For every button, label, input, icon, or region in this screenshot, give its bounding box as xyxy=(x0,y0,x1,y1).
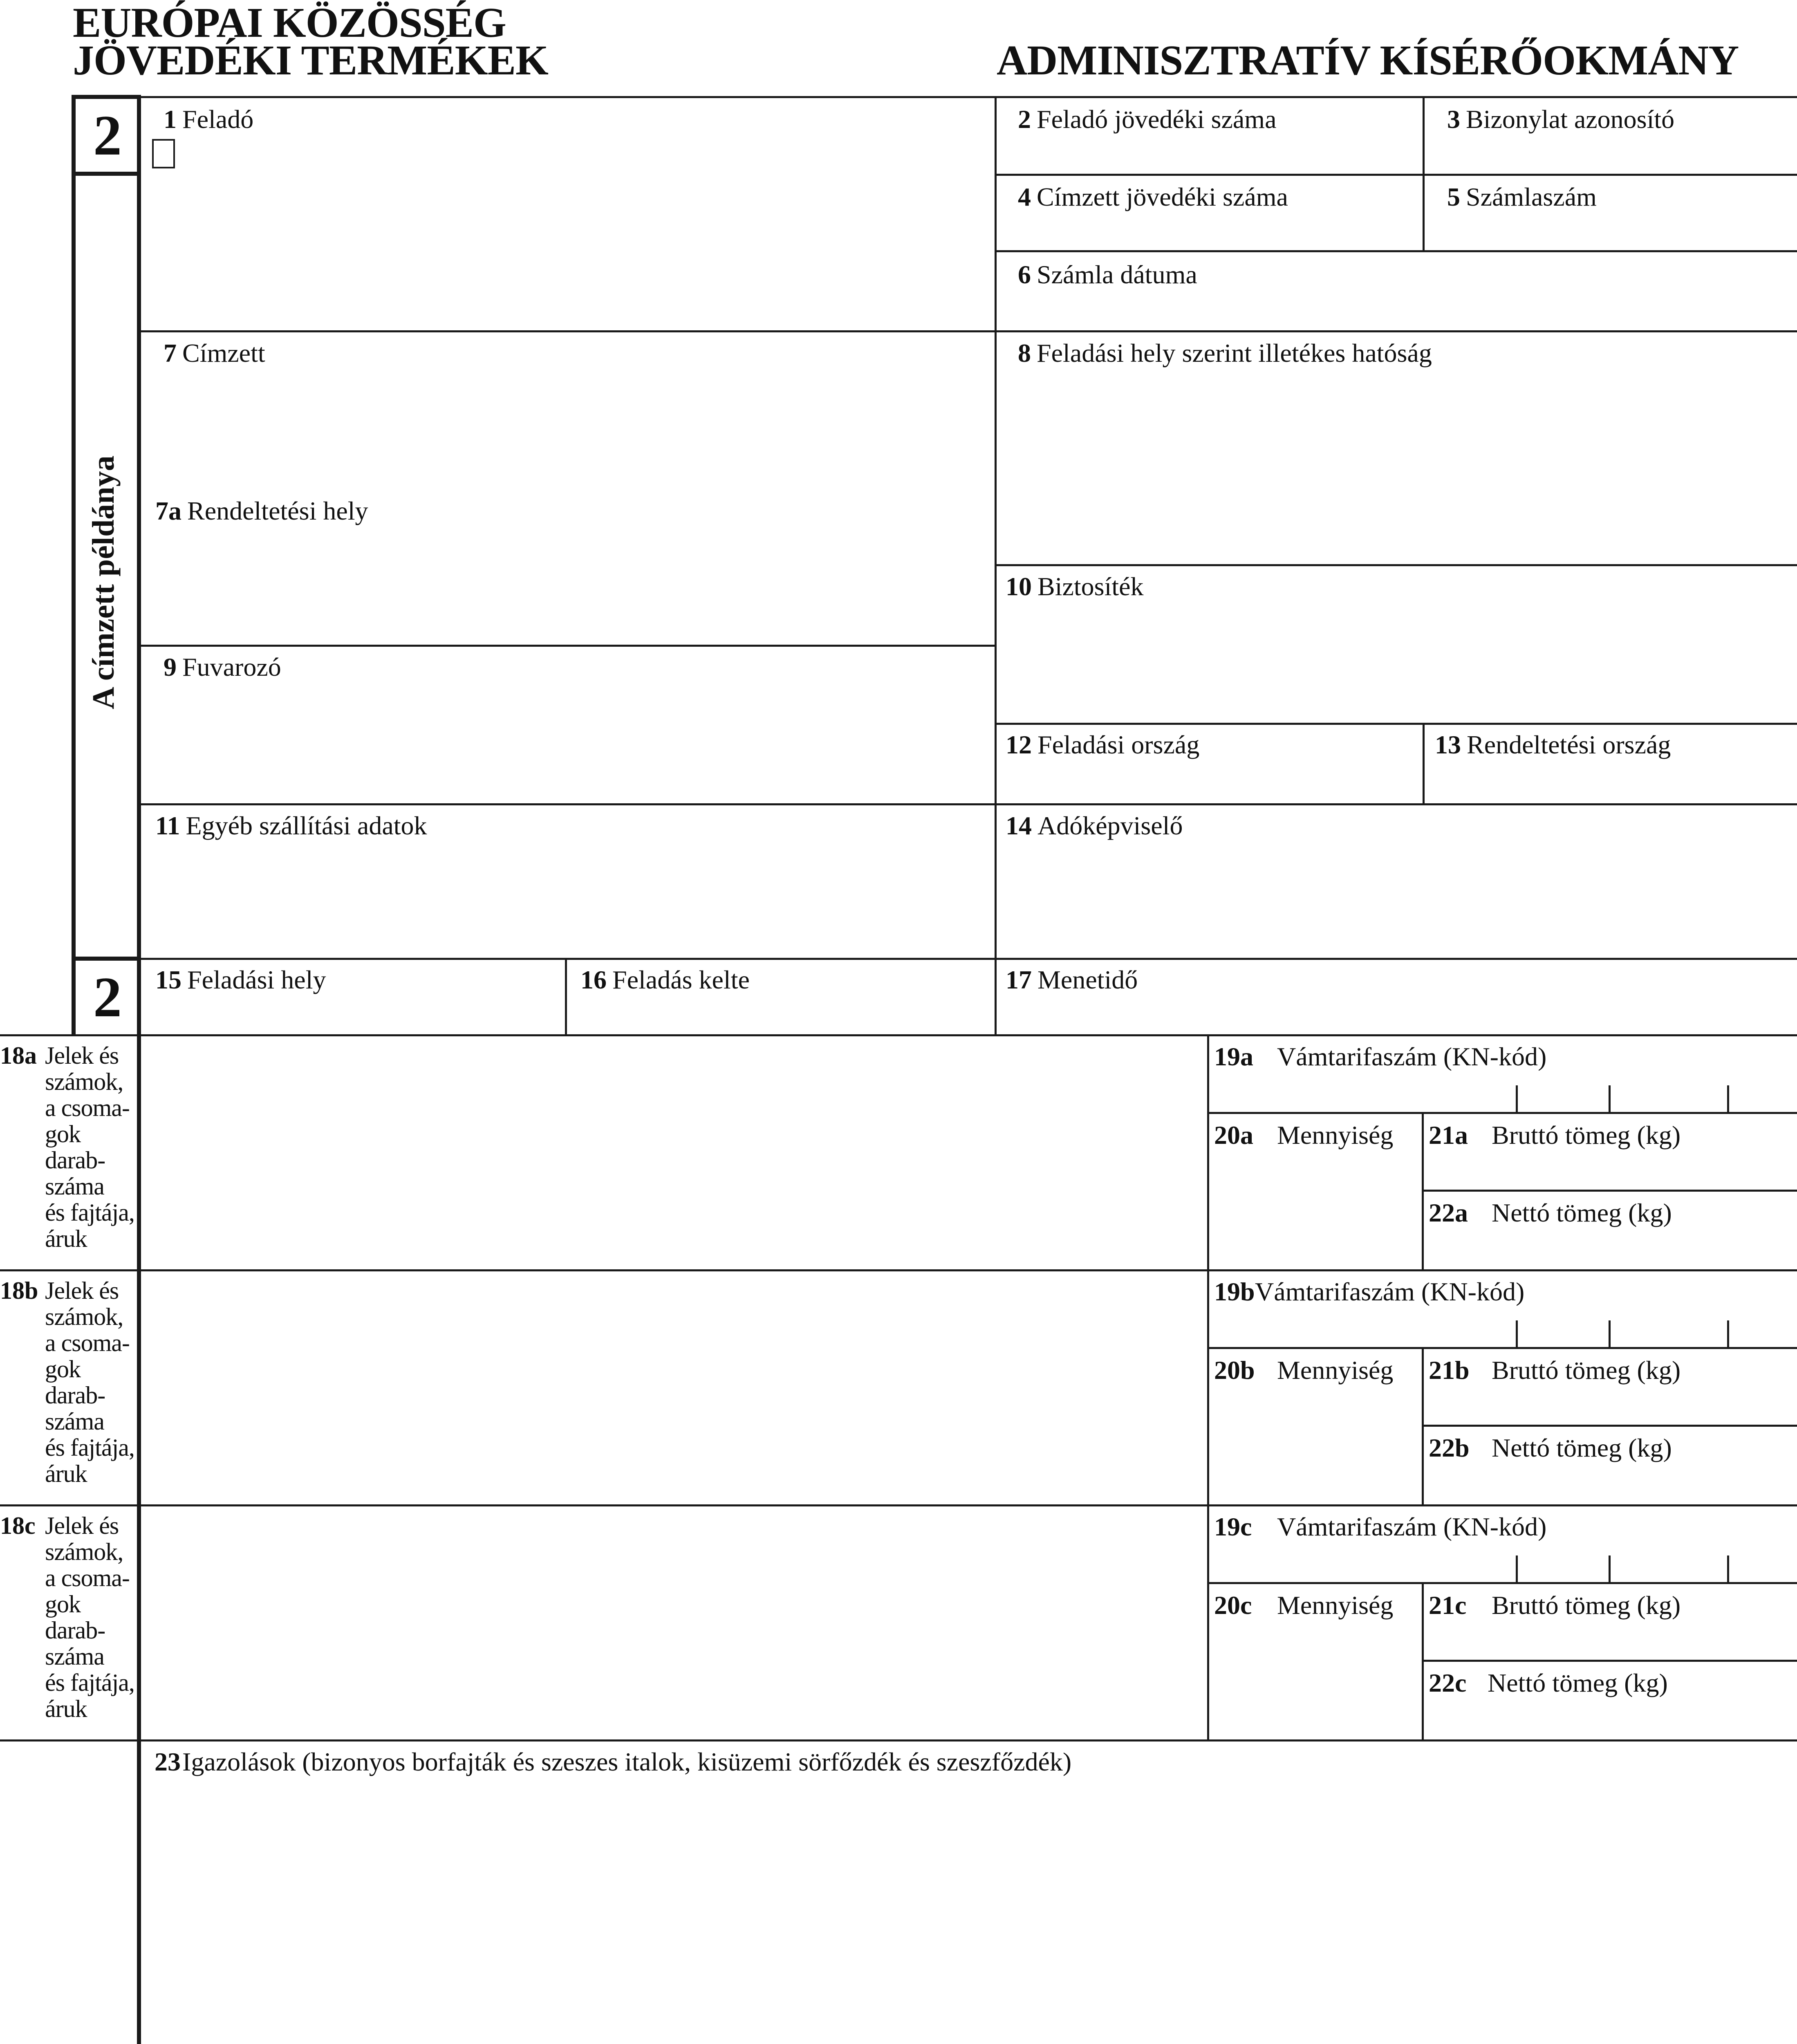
line xyxy=(1207,1582,1797,1584)
line xyxy=(72,172,141,176)
line xyxy=(139,803,1797,805)
field-11-label: 11 Egyéb szállítási adatok xyxy=(155,811,427,840)
line xyxy=(1727,1555,1729,1582)
line xyxy=(1516,1320,1518,1347)
header-document-title: ADMINISZTRATÍV KÍSÉRŐOKMÁNY xyxy=(997,37,1739,84)
field-19a-label: 19a Vámtarifaszám (KN-kód) xyxy=(1214,1042,1547,1071)
line xyxy=(1516,1555,1518,1582)
line xyxy=(0,1269,1797,1271)
sender-checkbox[interactable] xyxy=(152,139,175,168)
line xyxy=(139,330,1797,332)
field-7a-label: 7a Rendeltetési hely xyxy=(155,496,368,525)
line xyxy=(1207,1034,1209,1741)
header-title-line1: EURÓPAI KÖZÖSSÉG xyxy=(73,0,506,46)
field-20b-label: 20b Mennyiség xyxy=(1214,1356,1394,1385)
line xyxy=(139,958,1797,960)
field-22a-label: 22a Nettó tömeg (kg) xyxy=(1429,1198,1672,1227)
field-21b-label: 21b Bruttó tömeg (kg) xyxy=(1429,1356,1681,1385)
line xyxy=(1609,1085,1611,1112)
field-13-label: 13 Rendeltetési ország xyxy=(1435,730,1671,759)
field-22c-label: 22c Nettó tömeg (kg) xyxy=(1429,1668,1668,1697)
field-5-label: 5 Számlaszám xyxy=(1447,182,1597,211)
field-10-label: 10 Biztosíték xyxy=(1006,572,1144,601)
header-title-line2: JÖVEDÉKI TERMÉKEK xyxy=(73,37,548,84)
copy-label: A címzett példánya xyxy=(86,455,121,709)
line xyxy=(1422,1190,1797,1192)
field-12-label: 12 Feladási ország xyxy=(1006,730,1200,759)
field-21c-label: 21c Bruttó tömeg (kg) xyxy=(1429,1591,1681,1620)
field-20c-label: 20c Mennyiség xyxy=(1214,1591,1394,1620)
field-9-label: 9 Fuvarozó xyxy=(164,652,281,681)
line xyxy=(995,723,1797,725)
field-17-label: 17 Menetidő xyxy=(1006,965,1138,994)
line xyxy=(139,645,997,647)
line xyxy=(1207,1347,1797,1349)
line xyxy=(139,96,1797,98)
field-4-label: 4 Címzett jövedéki száma xyxy=(1018,182,1288,211)
field-1-label: 1 Feladó xyxy=(164,105,254,134)
field-15-label: 15 Feladási hely xyxy=(155,965,326,994)
line xyxy=(1609,1320,1611,1347)
field-19c-label: 19c Vámtarifaszám (KN-kód) xyxy=(1214,1512,1547,1541)
field-19b-label: 19bVámtarifaszám (KN-kód) xyxy=(1214,1277,1525,1306)
line xyxy=(995,564,1797,566)
field-6-label: 6 Számla dátuma xyxy=(1018,260,1197,289)
copy-number: 2 xyxy=(93,104,122,167)
line xyxy=(72,95,141,99)
line xyxy=(995,250,1797,252)
line xyxy=(0,1034,1797,1036)
copy-number-bottom: 2 xyxy=(93,966,122,1029)
field-23-label: 23Igazolások (bizonyos borfajták és szeszes italok, kisüzemi sörfőzdék és szeszfőzdék) xyxy=(155,1747,1072,1776)
line xyxy=(0,1739,1797,1741)
line xyxy=(1423,724,1425,805)
field-2-label: 2 Feladó jövedéki száma xyxy=(1018,105,1277,134)
line xyxy=(0,1504,1797,1506)
line xyxy=(1207,1112,1797,1114)
line xyxy=(1422,1425,1797,1427)
field-7-label: 7 Címzett xyxy=(164,338,265,368)
line xyxy=(565,958,567,1035)
line xyxy=(995,958,997,1035)
field-20a-label: 20a Mennyiség xyxy=(1214,1121,1394,1150)
field-21a-label: 21a Bruttó tömeg (kg) xyxy=(1429,1121,1681,1150)
line xyxy=(1516,1085,1518,1112)
line xyxy=(995,174,1797,176)
line xyxy=(72,96,76,1034)
line xyxy=(1422,1660,1797,1662)
line xyxy=(1727,1320,1729,1347)
line xyxy=(1609,1555,1611,1582)
field-3-label: 3 Bizonylat azonosító xyxy=(1447,105,1675,134)
field-8-label: 8 Feladási hely szerint illetékes hatóság xyxy=(1018,338,1432,368)
line xyxy=(72,957,141,961)
line xyxy=(1727,1085,1729,1112)
field-14-label: 14 Adóképviselő xyxy=(1006,811,1183,840)
field-22b-label: 22b Nettó tömeg (kg) xyxy=(1429,1433,1672,1462)
field-16-label: 16 Feladás kelte xyxy=(580,965,750,994)
